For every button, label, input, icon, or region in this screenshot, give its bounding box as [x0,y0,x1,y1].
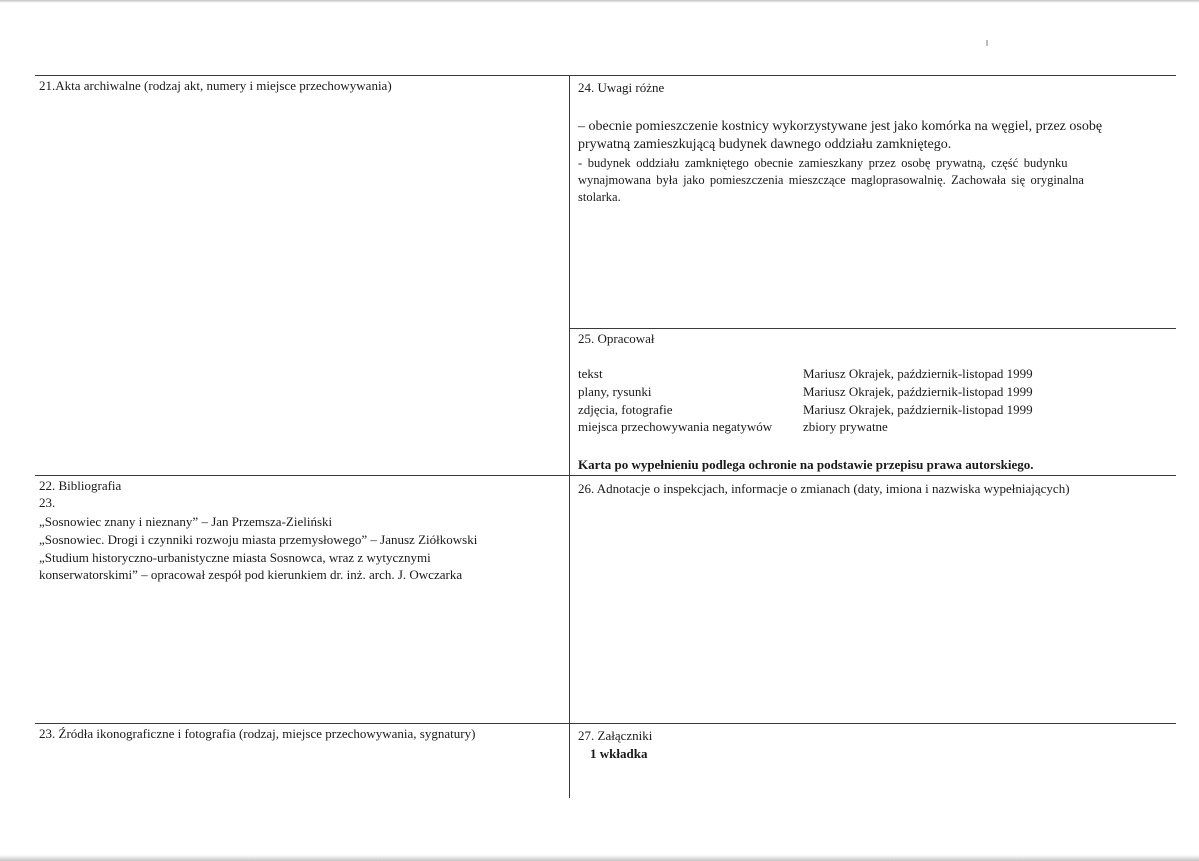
row-divider-22-23 [35,723,1176,724]
bibliography-entry: „Studium historyczno-urbanistyczne miasta Sosnowca, wraz z wytycznymi [39,550,431,565]
section-25-heading: 25. Opracował [578,331,655,346]
section-21-heading: 21.Akta archiwalne (rodzaj akt, numery i miejsce przechowywania) [39,78,392,93]
row-divider-21-22 [35,475,1176,476]
credit-value: Mariusz Okrajek, październik-listopad 1999 [803,402,1033,417]
section-23-heading: 23. Źródła ikonograficzne i fotografia (rodzaj, miejsce przechowywania, sygnatury) [39,726,476,741]
credit-label: zdjęcia, fotografie [578,402,673,417]
credit-value: Mariusz Okrajek, październik-listopad 1999 [803,366,1033,381]
credit-value: zbiory prywatne [803,419,888,434]
bibliography-entry: „Sosnowiec. Drogi i czynniki rozwoju miasta przemysłowego” – Janusz Ziółkowski [39,532,478,547]
row-divider-24-25 [570,328,1176,329]
scan-speck [986,40,988,46]
column-divider [569,75,570,798]
section-22-heading: 22. Bibliografia [39,478,122,493]
section-26-heading: 26. Adnotacje o inspekcjach, informacje o zmianach (daty, imiona i nazwiska wypełniających) [578,481,1070,496]
bibliography-entry: konserwatorskimi” – opracował zespół pod kierunkiem dr. inż. arch. J. Owczarka [39,567,463,582]
section-23-number: 23. [39,495,56,510]
credit-label: miejsca przechowywania negatywów [578,419,773,434]
scan-edge-top [0,0,1199,3]
scan-edge-bottom [0,855,1199,861]
section-24-line: - budynek oddziału zamkniętego obecnie zamieszkany przez osobę prywatną, część budynku [578,156,1068,170]
section-24-line: stolarka. [578,190,621,204]
section-24-heading: 24. Uwagi różne [578,80,665,95]
credit-label: tekst [578,366,603,381]
section-27-heading: 27. Załączniki [578,728,653,743]
copyright-notice: Karta po wypełnieniu podlega ochronie na podstawie przepisu prawa autorskiego. [578,457,1034,472]
credit-value: Mariusz Okrajek, październik-listopad 1999 [803,384,1033,399]
credit-label: plany, rysunki [578,384,652,399]
section-24-line: wynajmowana była jako pomieszczenia mieszczące magloprasowalnię. Zachowała się oryginalna [578,173,1084,187]
section-24-line: – obecnie pomieszczenie kostnicy wykorzystywane jest jako komórka na węgiel, przez osobę [578,119,1103,134]
section-24-line: prywatną zamieszkującą budynek dawnego oddziału zamkniętego. [578,137,952,152]
table-top-border [35,75,1176,76]
attachment-item: 1 wkładka [590,746,648,761]
bibliography-entry: „Sosnowiec znany i nieznany” – Jan Przemsza-Zieliński [39,514,333,529]
